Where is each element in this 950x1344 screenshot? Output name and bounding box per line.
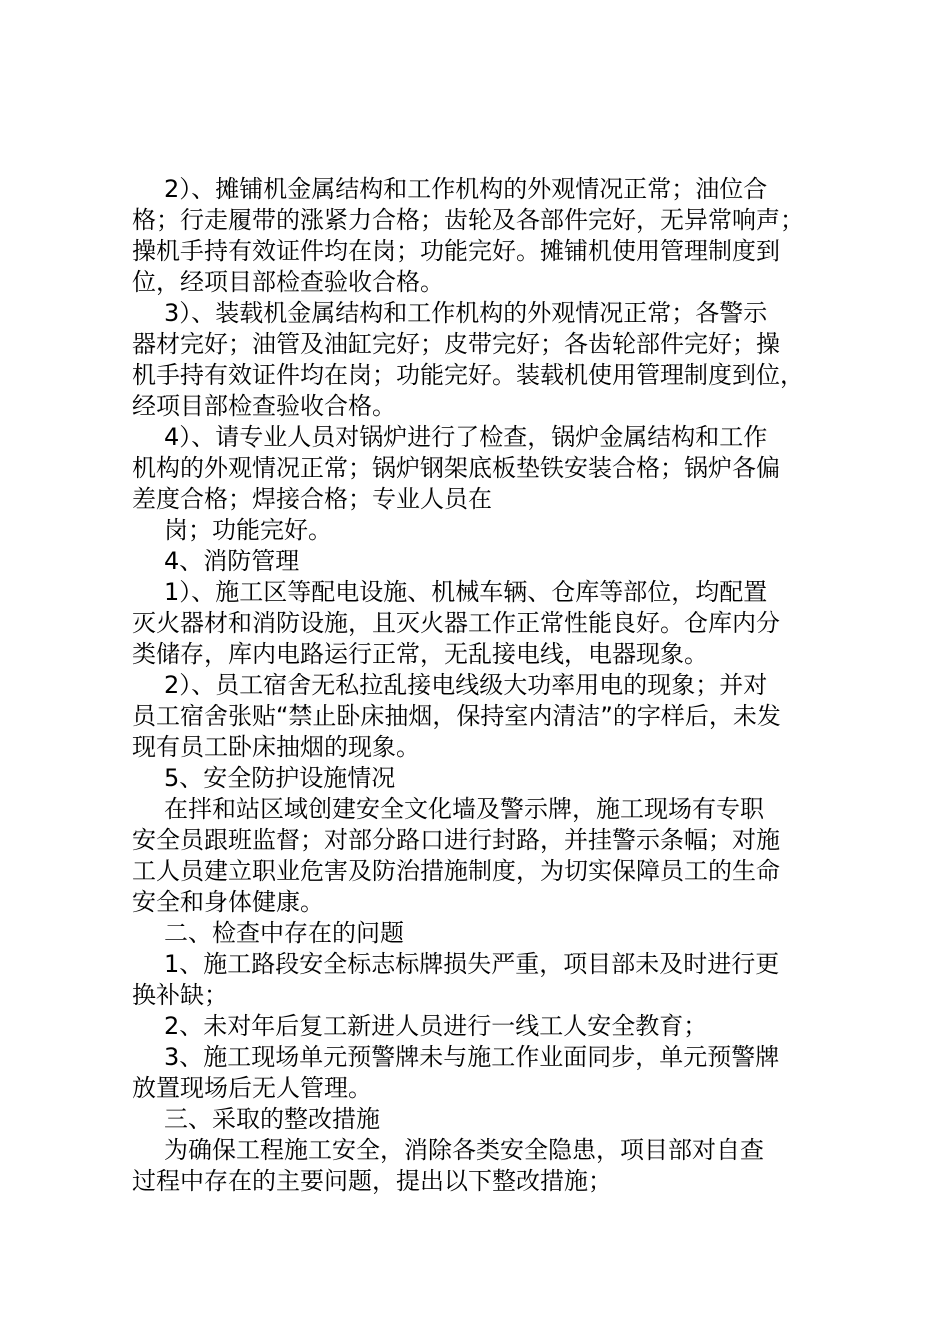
paragraph-line: 器材完好；油管及油缸完好；皮带完好；各齿轮部件完好；操 bbox=[132, 330, 780, 358]
paragraph-line: 2）、员工宿舍无私拉乱接电线级大功率用电的现象；并对 bbox=[164, 671, 768, 699]
paragraph-line: 4）、请专业人员对锅炉进行了检查，锅炉金属结构和工作 bbox=[164, 423, 768, 451]
paragraph-line: 位，经项目部检查验收合格。 bbox=[132, 268, 444, 296]
paragraph-line: 安全和身体健康。 bbox=[132, 888, 324, 916]
section-heading: 二、检查中存在的问题 bbox=[164, 919, 404, 947]
paragraph-line: 2、未对年后复工新进人员进行一线工人安全教育； bbox=[164, 1012, 708, 1040]
document-body bbox=[132, 174, 844, 1197]
paragraph-line: 1、施工路段安全标志标牌损失严重，项目部未及时进行更 bbox=[164, 950, 780, 978]
paragraph-line: 类储存，库内电路运行正常，无乱接电线，电器现象。 bbox=[132, 640, 708, 668]
paragraph-line: 差度合格；焊接合格；专业人员在 bbox=[132, 485, 492, 513]
section-heading: 三、采取的整改措施 bbox=[164, 1105, 380, 1133]
paragraph-line: 为确保工程施工安全，消除各类安全隐患，项目部对自查 bbox=[164, 1136, 764, 1164]
paragraph-line: 工人员建立职业危害及防治措施制度，为切实保障员工的生命 bbox=[132, 857, 780, 885]
paragraph-line: 员工宿舍张贴“禁止卧床抽烟，保持室内清洁”的字样后，未发 bbox=[132, 702, 781, 730]
paragraph-line: 机构的外观情况正常；锅炉钢架底板垫铁安装合格；锅炉各偏 bbox=[132, 454, 780, 482]
paragraph-line: 经项目部检查验收合格。 bbox=[132, 392, 396, 420]
section-heading: 5、安全防护设施情况 bbox=[164, 764, 396, 792]
paragraph-line: 3）、装载机金属结构和工作机构的外观情况正常；各警示 bbox=[164, 299, 768, 327]
paragraph-line: 岗；功能完好。 bbox=[164, 516, 332, 544]
paragraph-line: 在拌和站区域创建安全文化墙及警示牌，施工现场有专职 bbox=[164, 795, 764, 823]
paragraph-line: 换补缺； bbox=[132, 981, 228, 1009]
paragraph-line: 2）、摊铺机金属结构和工作机构的外观情况正常；油位合 bbox=[164, 175, 768, 203]
paragraph-line: 灭火器材和消防设施，且灭火器工作正常性能良好。仓库内分 bbox=[132, 609, 780, 637]
paragraph-line: 现有员工卧床抽烟的现象。 bbox=[132, 733, 420, 761]
paragraph-line: 放置现场后无人管理。 bbox=[132, 1074, 372, 1102]
paragraph-line: 操机手持有效证件均在岗；功能完好。摊铺机使用管理制度到 bbox=[132, 237, 780, 265]
paragraph-line: 机手持有效证件均在岗；功能完好。装载机使用管理制度到位， bbox=[132, 361, 804, 389]
paragraph-line: 过程中存在的主要问题，提出以下整改措施； bbox=[132, 1167, 612, 1195]
paragraph-line: 3、施工现场单元预警牌未与施工作业面同步，单元预警牌 bbox=[164, 1043, 780, 1071]
paragraph-line: 1）、施工区等配电设施、机械车辆、仓库等部位，均配置 bbox=[164, 578, 768, 606]
section-heading: 4、消防管理 bbox=[164, 547, 300, 575]
paragraph-line: 格；行走履带的涨紧力合格；齿轮及各部件完好，无异常响声； bbox=[132, 206, 804, 234]
paragraph-line: 安全员跟班监督；对部分路口进行封路，并挂警示条幅；对施 bbox=[132, 826, 780, 854]
